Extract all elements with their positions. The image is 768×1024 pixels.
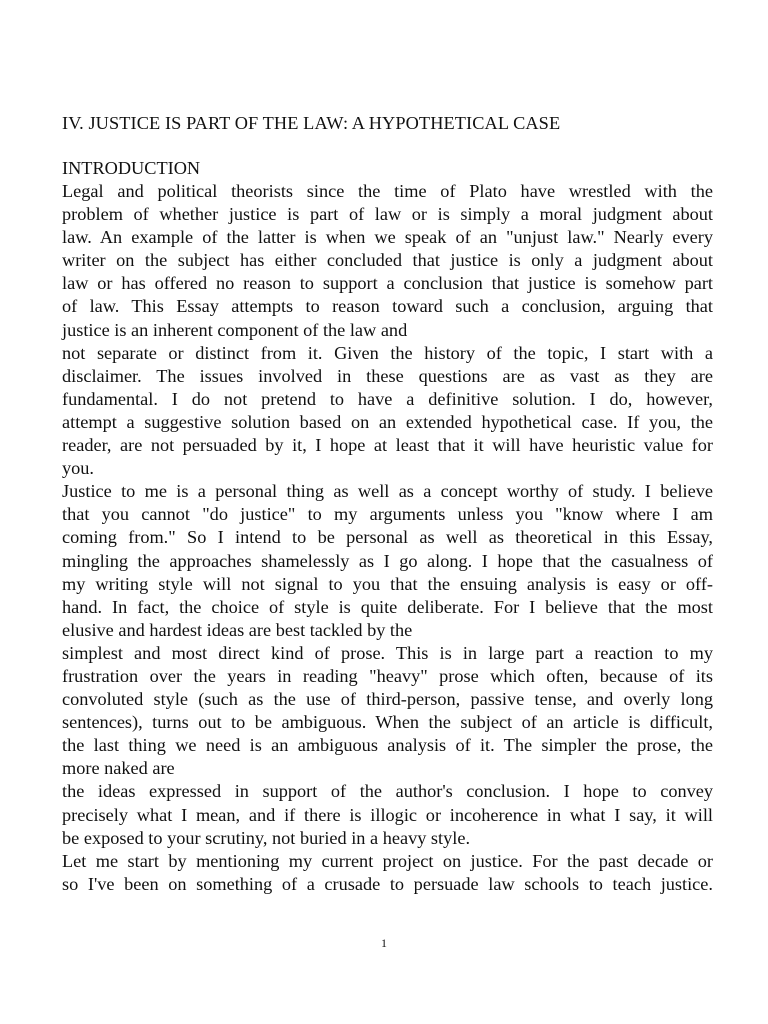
text-line: convoluted style (such as the use of third-person, passive tense, and overly long: [62, 689, 713, 710]
text-line: problem of whether justice is part of law or is simply a moral judgment about: [62, 204, 713, 225]
text-line: be exposed to your scrutiny, not buried in a heavy style.: [62, 827, 471, 848]
body-text: [62, 180, 713, 896]
text-line: precisely what I mean, and if there is illogic or incoherence in what I say, it will: [62, 804, 713, 825]
text-line: writer on the subject has either concluded that justice is only a judgment about: [62, 250, 713, 271]
document-page: [62, 112, 713, 896]
text-line: Legal and political theorists since the time of Plato have wrestled with the: [62, 181, 713, 201]
section-heading: IV. JUSTICE IS PART OF THE LAW: A HYPOTHETICAL CASE: [62, 113, 561, 133]
text-line: Let me start by mentioning my current project on justice. For the past decade or: [62, 850, 713, 871]
text-line: the last thing we need is an ambiguous analysis of it. The simpler the prose, the: [62, 735, 713, 756]
text-line: of law. This Essay attempts to reason toward such a conclusion, arguing that: [62, 296, 713, 317]
text-line: that you cannot "do justice" to my arguments unless you "know where I am: [62, 504, 713, 525]
text-line: not separate or distinct from it. Given the history of the topic, I start with a: [62, 342, 713, 363]
text-line: my writing style will not signal to you that the ensuing analysis is easy or off-: [62, 573, 713, 594]
text-line: so I've been on something of a crusade to persuade law schools to teach justice.: [62, 873, 713, 894]
text-line: disclaimer. The issues involved in these questions are as vast as they are: [62, 365, 713, 386]
text-line: reader, are not persuaded by it, I hope at least that it will have heuristic value for: [62, 435, 713, 456]
page-number: 1: [381, 936, 387, 950]
text-line: you.: [62, 458, 94, 479]
text-line: simplest and most direct kind of prose. This is in large part a reaction to my: [62, 642, 713, 663]
introduction-title: INTRODUCTION: [62, 158, 201, 178]
text-line: more naked are: [62, 758, 175, 779]
text-line: Justice to me is a personal thing as well as a concept worthy of study. I believe: [62, 481, 713, 502]
text-line: frustration over the years in reading "heavy" prose which often, because of its: [62, 665, 713, 686]
text-line: sentences), turns out to be ambiguous. When the subject of an article is difficult,: [62, 712, 713, 733]
text-line: elusive and hardest ideas are best tackled by the: [62, 619, 413, 640]
text-line: mingling the approaches shamelessly as I go along. I hope that the casualness of: [62, 550, 713, 571]
text-line: law. An example of the latter is when we speak of an "unjust law." Nearly every: [62, 227, 713, 248]
text-line: hand. In fact, the choice of style is quite deliberate. For I believe that the most: [62, 596, 713, 617]
text-line: law or has offered no reason to support a conclusion that justice is somehow part: [62, 273, 713, 294]
text-line: fundamental. I do not pretend to have a definitive solution. I do, however,: [62, 388, 713, 409]
text-line: coming from." So I intend to be personal as well as theoretical in this Essay,: [62, 527, 713, 548]
text-line: the ideas expressed in support of the author's conclusion. I hope to convey: [62, 781, 713, 802]
text-line: justice is an inherent component of the law and: [62, 319, 408, 340]
text-line: attempt a suggestive solution based on an extended hypothetical case. If you, the: [62, 411, 713, 432]
